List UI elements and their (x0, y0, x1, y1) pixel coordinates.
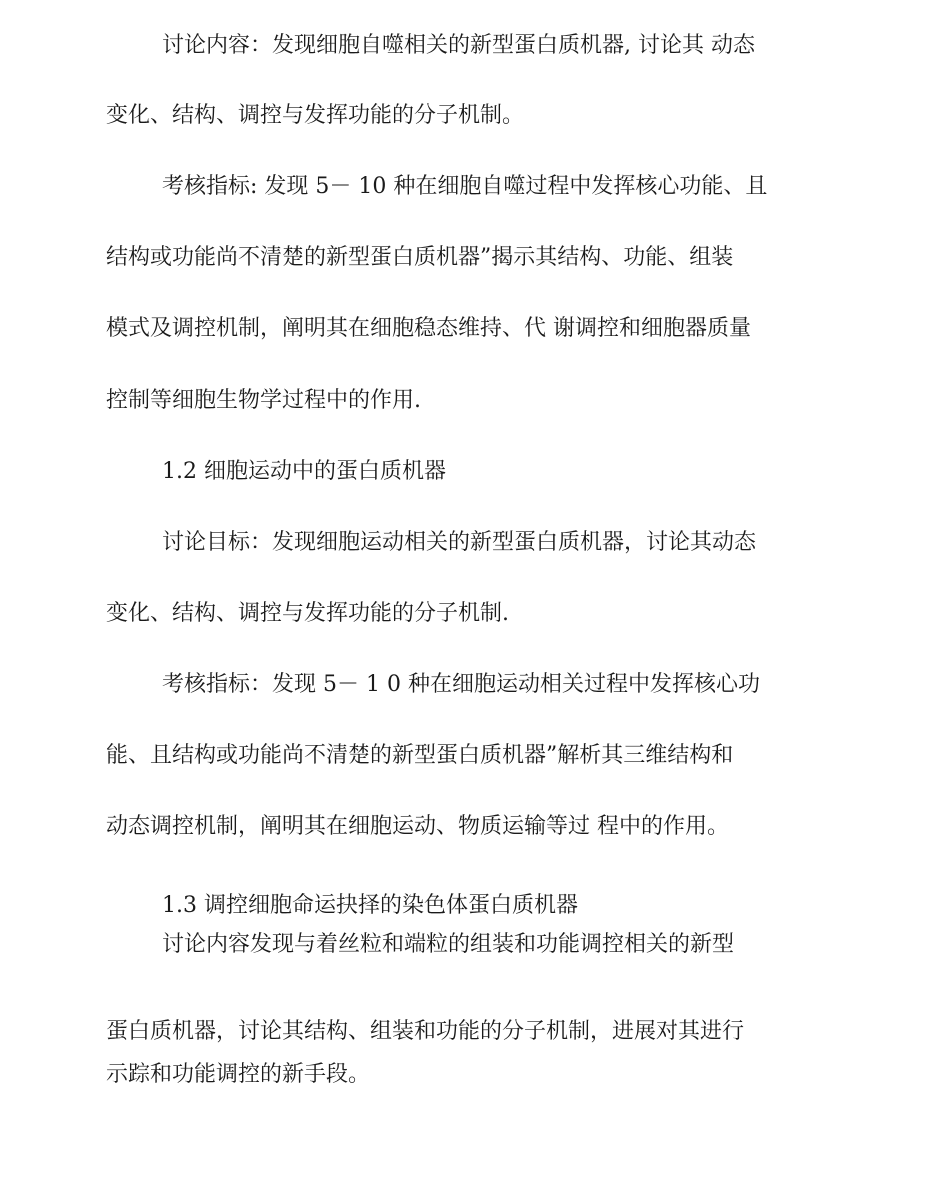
paragraph-line: 结构或功能尚不清楚的新型蛋白质机器”揭示其结构、功能、组装 (106, 245, 734, 270)
paragraph-line: 能、且结构或功能尚不清楚的新型蛋白质机器”解析其三维结构和 (106, 743, 734, 768)
paragraph-line: 控制等细胞生物学过程中的作用. (106, 388, 421, 413)
section-heading: 1.3 调控细胞命运抉择的染色体蛋白质机器 (162, 893, 578, 918)
paragraph-line: 模式及调控机制，阐明其在细胞稳态维持、代 谢调控和细胞器质量 (106, 316, 751, 341)
paragraph-line: 讨论内容发现与着丝粒和端粒的组装和功能调控相关的新型 (162, 932, 735, 957)
paragraph-line: 考核指标：发现 5－ 1 0 种在细胞运动相关过程中发挥核心功 (162, 672, 760, 697)
paragraph-line: 讨论目标：发现细胞运动相关的新型蛋白质机器，讨论其动态 (162, 530, 757, 555)
paragraph-line: 考核指标: 发现 5－ 10 种在细胞自噬过程中发挥核心功能、且 (162, 174, 768, 199)
paragraph-line: 蛋白质机器，讨论其结构、组装和功能的分子机制，进展对其进行 (106, 1019, 745, 1044)
paragraph-line: 变化、结构、调控与发挥功能的分子机制. (106, 601, 509, 626)
section-heading: 1.2 细胞运动中的蛋白质机器 (162, 459, 446, 484)
paragraph-line: 示踪和功能调控的新手段。 (106, 1062, 371, 1087)
paragraph-line: 动态调控机制，阐明其在细胞运动、物质运输等过 程中的作用。 (106, 814, 729, 839)
paragraph-line: 讨论内容：发现细胞自噬相关的新型蛋白质机器, 讨论其 动态 (162, 33, 755, 58)
paragraph-line: 变化、结构、调控与发挥功能的分子机制。 (106, 103, 525, 128)
